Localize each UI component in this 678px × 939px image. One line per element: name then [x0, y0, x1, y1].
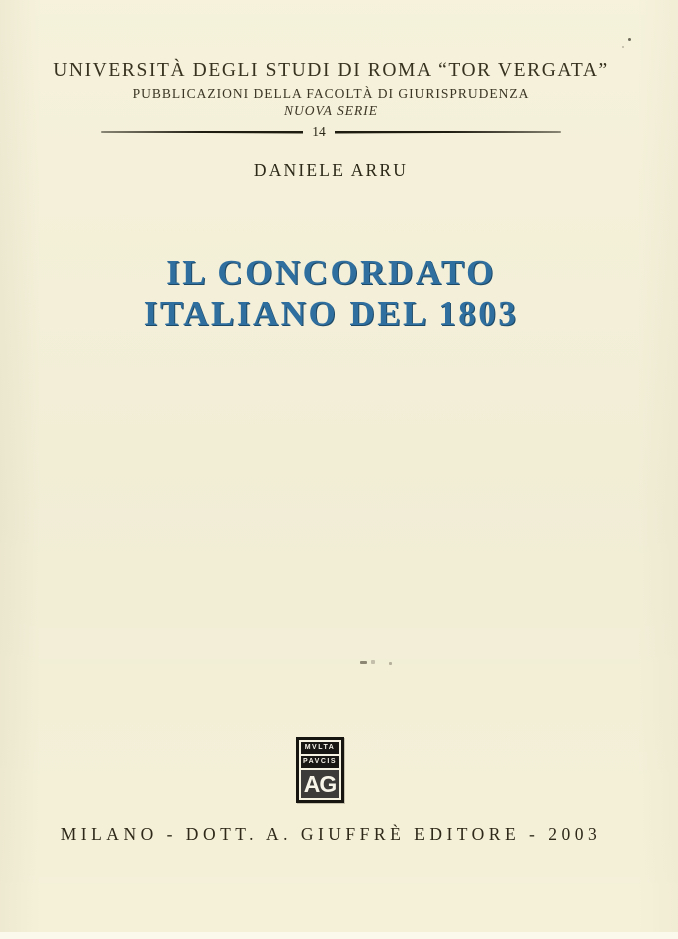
scan-smudge	[371, 660, 375, 664]
book-title	[0, 252, 678, 334]
university-name: UNIVERSITÀ DEGLI STUDI DI ROMA “TOR VERGATA”	[53, 60, 609, 81]
scan-bottom-edge	[0, 932, 678, 939]
book-title-line2: ITALIANO DEL 1803	[143, 294, 519, 333]
faculty-publications-line: PUBBLICAZIONI DELLA FACOLTÀ DI GIURISPRUDENZA	[132, 86, 530, 101]
rule-left-segment	[101, 131, 303, 134]
scan-speck	[622, 46, 624, 48]
scan-smudge	[389, 662, 392, 665]
logo-initials: AG	[301, 770, 339, 798]
book-title-line1: IL CONCORDATO	[166, 253, 496, 292]
logo-motto-line1: MVLTA	[301, 742, 339, 754]
logo-motto-line2: PAVCIS	[301, 756, 339, 768]
giuffre-publisher-logo	[296, 737, 344, 803]
scan-speck	[628, 38, 631, 41]
rule-right-segment	[335, 131, 561, 134]
scan-smudge	[360, 661, 367, 664]
publisher-imprint: MILANO - DOTT. A. GIUFFRÈ EDITORE - 2003	[60, 824, 602, 844]
volume-number: 14	[312, 124, 326, 139]
series-rule	[0, 124, 678, 140]
author-name: DANIELE ARRU	[253, 160, 409, 180]
series-name: NUOVA SERIE	[283, 103, 379, 118]
